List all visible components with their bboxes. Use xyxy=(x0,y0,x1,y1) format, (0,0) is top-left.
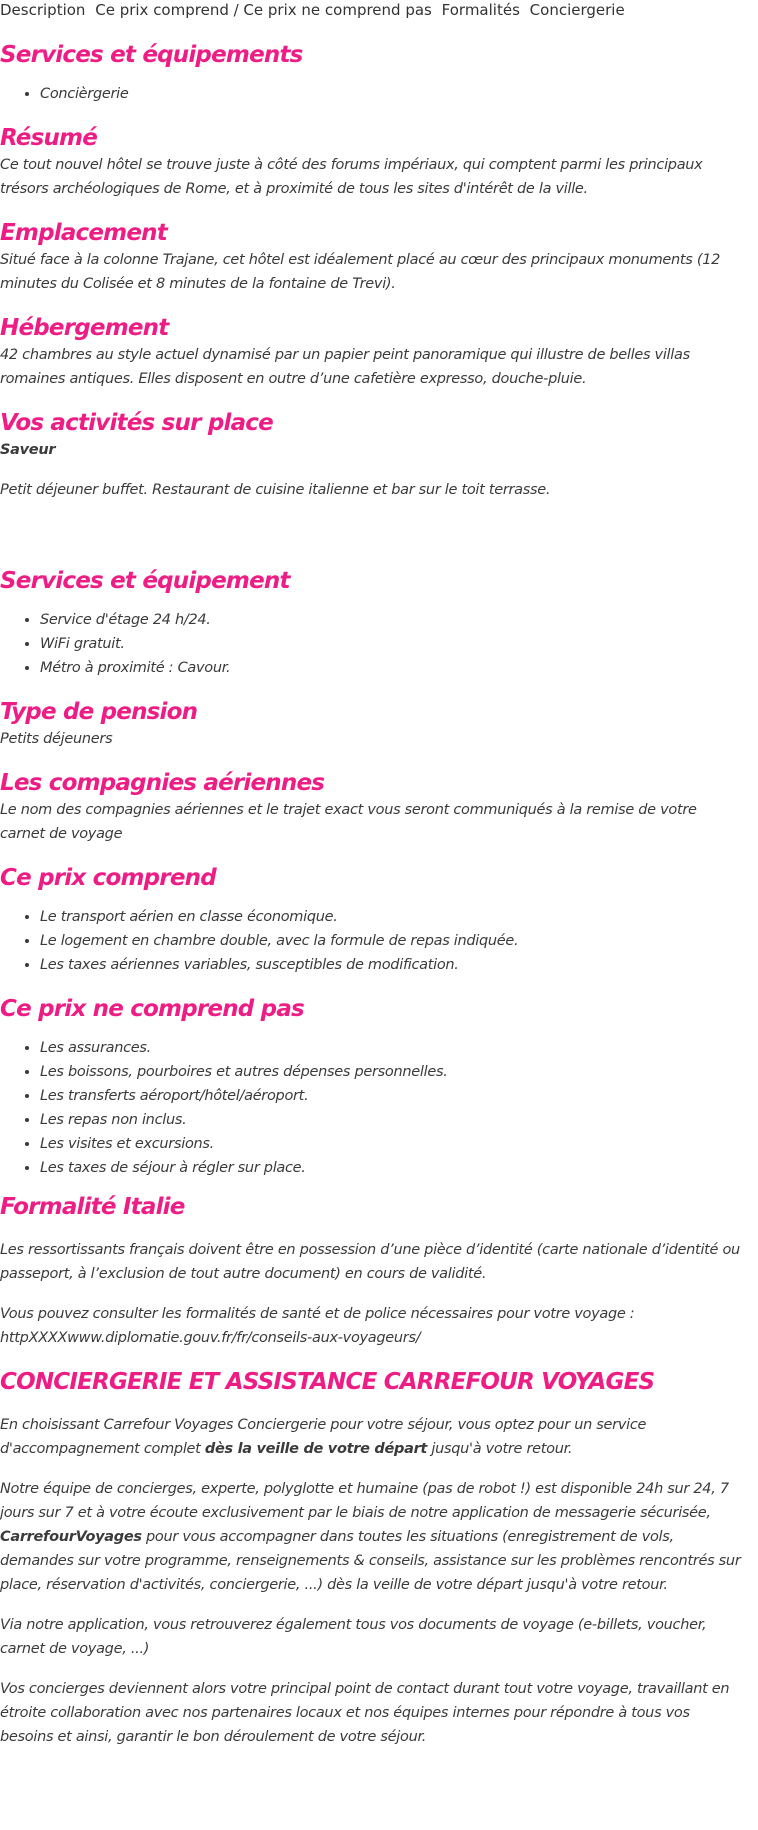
formalite-link[interactable]: httpXXXXwww.diplomatie.gouv.fr/fr/conseils-aux-voyageurs/ xyxy=(0,1330,421,1346)
conciergerie-p1-text: En choisissant Carrefour Voyages Conciergerie pour votre séjour, vous optez pour un service d'accompagnement complet xyxy=(0,1417,647,1457)
conciergerie-p2-end: pour vous accompagner dans toutes les situations (enregistrement de vols, demandes sur votre programme, renseignements & conseils, assistance sur les problèmes rencontrés sur place, réservation d'activités, conciergerie, ...) dès la veille de votre départ jusqu'à votre retour. xyxy=(0,1529,741,1593)
section-title-hebergement: Hébergement xyxy=(0,315,169,341)
conciergerie-paragraph-2 xyxy=(0,1477,745,1597)
services-equipement-list xyxy=(0,608,745,680)
tab-prix[interactable]: Ce prix comprend / Ce prix ne comprend pas xyxy=(95,1,432,19)
list-item: • WiFi gratuit. xyxy=(40,632,745,656)
comprend-list xyxy=(0,905,745,977)
section-title-comprend: Ce prix comprend xyxy=(0,865,216,891)
formalite-link-intro: Vous pouvez consulter les formalités de santé et de police nécessaires pour votre voyage : xyxy=(0,1306,635,1322)
hebergement-text: 42 chambres au style actuel dynamisé par un papier peint panoramique qui illustre de belles villas romaines antiques. Elles disposent en outre d’une cafetière expresso, douche-pluie. xyxy=(0,347,690,387)
section-title-activites: Vos activités sur place xyxy=(0,410,273,436)
conciergerie-p2-text: Notre équipe de concierges, experte, polyglotte et humaine (pas de robot !) est disponible 24h sur 24, 7 jours sur 7 et à votre écoute exclusivement par le biais de notre application de messagerie sécurisée, xyxy=(0,1481,729,1521)
list-item: • Le transport aérien en classe économique. xyxy=(40,905,745,929)
tab-description[interactable]: Description xyxy=(0,1,86,19)
list-item: • Les assurances. xyxy=(40,1036,745,1060)
tab-conciergerie[interactable]: Conciergerie xyxy=(529,1,625,19)
emplacement-text: Situé face à la colonne Trajane, cet hôtel est idéalement placé au cœur des principaux monuments (12 minutes du Colisée et 8 minutes de la fontaine de Trevi). xyxy=(0,252,721,292)
conciergerie-p1-bold: dès la veille de votre départ xyxy=(204,1441,428,1457)
list-item: • Les visites et excursions. xyxy=(40,1132,745,1156)
list-item: • Concièrgerie xyxy=(40,82,745,106)
conciergerie-paragraph-4: Vos concierges deviennent alors votre principal point de contact durant tout votre voyage, travaillant en étroite collaboration avec nos partenaires locaux et nos équipes internes pour répondre à tous vos besoins et ainsi, garantir le bon déroulement de votre séjour. xyxy=(0,1681,730,1745)
section-title-compagnies: Les compagnies aériennes xyxy=(0,770,325,796)
list-item: • Les repas non inclus. xyxy=(40,1108,745,1132)
section-title-conciergerie: CONCIERGERIE ET ASSISTANCE CARREFOUR VOYAGES xyxy=(0,1369,655,1395)
list-item: • Les taxes de séjour à régler sur place. xyxy=(40,1156,745,1180)
ne-comprend-list xyxy=(0,1036,745,1180)
tab-bar xyxy=(0,0,745,20)
compagnies-text: Le nom des compagnies aériennes et le trajet exact vous seront communiqués à la remise de votre carnet de voyage xyxy=(0,802,697,842)
list-item: • Le logement en chambre double, avec la formule de repas indiquée. xyxy=(40,929,745,953)
resume-text: Ce tout nouvel hôtel se trouve juste à côté des forums impériaux, qui comptent parmi les principaux trésors archéologiques de Rome, et à proximité de tous les sites d'intérêt de la ville. xyxy=(0,157,703,197)
conciergerie-paragraph-3: Via notre application, vous retrouverez également tous vos documents de voyage (e-billets, voucher, carnet de voyage, ...) xyxy=(0,1617,707,1657)
conciergerie-p1-end: jusqu'à votre retour. xyxy=(427,1441,573,1457)
section-title-formalite: Formalité Italie xyxy=(0,1194,185,1220)
list-item: • Service d'étage 24 h/24. xyxy=(40,608,745,632)
section-title-emplacement: Emplacement xyxy=(0,220,167,246)
pension-text: Petits déjeuners xyxy=(0,731,113,747)
tab-formalites[interactable]: Formalités xyxy=(441,1,520,19)
list-item: • Métro à proximité : Cavour. xyxy=(40,656,745,680)
conciergerie-paragraph-1 xyxy=(0,1413,745,1461)
section-title-services-equipement: Services et équipement xyxy=(0,568,290,594)
formalite-text: Les ressortissants français doivent être en possession d’une pièce d’identité (carte nationale d’identité ou passeport, à l’exclusion de tout autre document) en cours de validité. xyxy=(0,1242,740,1282)
list-item: • Les transferts aéroport/hôtel/aéroport. xyxy=(40,1084,745,1108)
section-title-resume: Résumé xyxy=(0,125,97,151)
list-item: • Les boissons, pourboires et autres dépenses personnelles. xyxy=(40,1060,745,1084)
section-title-ne-comprend: Ce prix ne comprend pas xyxy=(0,996,304,1022)
activites-subtitle: Saveur xyxy=(0,442,56,458)
services-equipements-list xyxy=(0,82,745,106)
conciergerie-app-name: CarrefourVoyages xyxy=(0,1529,142,1545)
section-title-services-equipements: Services et équipements xyxy=(0,42,303,68)
activites-text: Petit déjeuner buffet. Restaurant de cuisine italienne et bar sur le toit terrasse. xyxy=(0,482,551,498)
section-title-pension: Type de pension xyxy=(0,699,198,725)
list-item: • Les taxes aériennes variables, susceptibles de modification. xyxy=(40,953,745,977)
